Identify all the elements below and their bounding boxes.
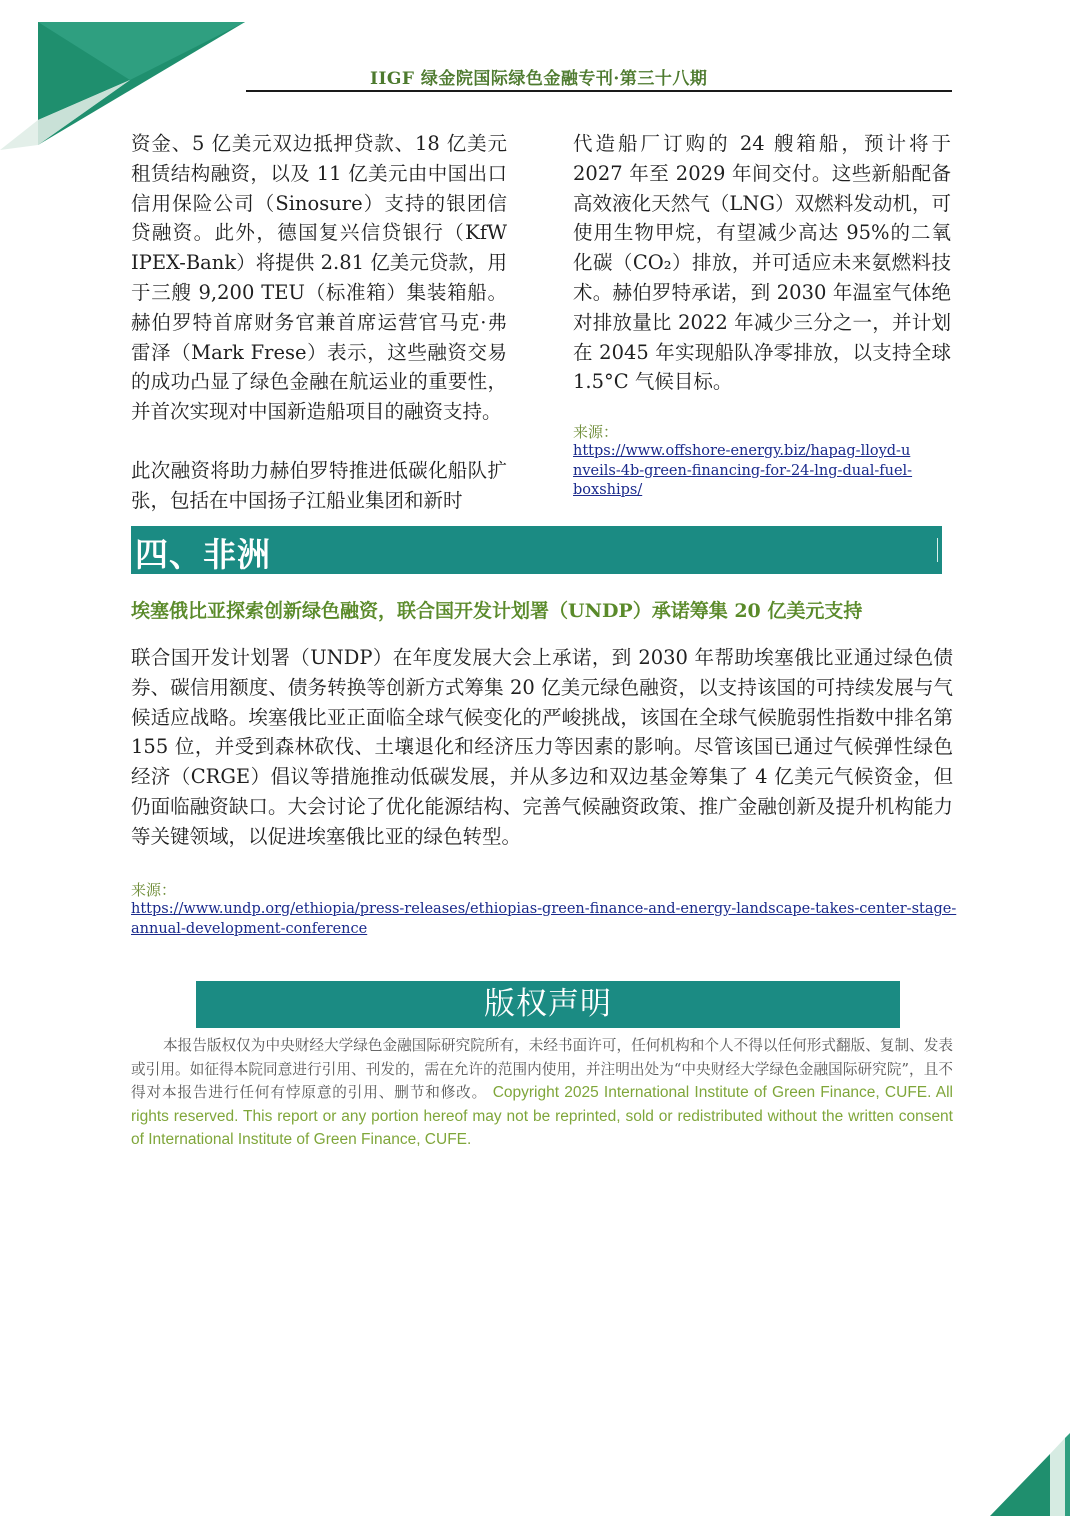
copyright-text [131,1034,953,1152]
left-paragraph-2: 此次融资将助力赫伯罗特推进低碳化船队扩张，包括在中国扬子江船业集团和新时 [131,458,507,512]
article-source-block [131,880,961,939]
section-bar-tick [937,538,939,562]
left-column [131,129,507,516]
source-link[interactable]: https://www.offshore-energy.biz/hapag-lloyd-unveils-4b-green-financing-for-24-lng-dual-fuel-boxships/ [573,443,913,498]
source-label: 来源： [573,423,619,441]
right-paragraph: 代造船厂订购的 24 艘箱船，预计将于 2027 年至 2029 年间交付。这些新船配备高效液化天然气（LNG）双燃料发动机，可使用生物甲烷，有望减少高达 95%的二氧化碳（CO₂）排放，并可适应未来氨燃料技术。赫伯罗特承诺，到 2030 年温室气体绝对排放量比 2022 年减少三分之一，并计划在 2045 年实现船队净零排放，以支持全球 1.5°C 气候目标。 [573,132,951,394]
journal-header-title: IIGF 绿金院国际绿色金融专刊·第三十八期 [370,69,708,89]
copyright-header-bar [196,981,900,1028]
source-label: 来源： [131,881,177,899]
section-title: 四、非洲 [135,535,271,574]
article-body: 联合国开发计划署（UNDP）在年度发展大会上承诺，到 2030 年帮助埃塞俄比亚通过绿色债券、碳信用额度、债务转换等创新方式筹集 20 亿美元绿色融资，以支持该国的可持续发展与气候适应战略。埃塞俄比亚正面临全球气候变化的严峻挑战，该国在全球气候脆弱性指数中排名第 155 位，并受到森林砍伐、土壤退化和经济压力等因素的影响。尽管该国已通过气候弹性绿色经济（CRGE）倡议等措施推动低碳发展，并从多边和双边基金筹集了 4 亿美元气候资金，但仍面临融资缺口。大会讨论了优化能源结构、完善气候融资政策、推广金融创新及提升机构能力等关键领域，以促进埃塞俄比亚的绿色转型。 [131,646,953,848]
copyright-title: 版权声明 [484,986,612,1022]
right-column [573,129,951,397]
left-paragraph-1: 资金、5 亿美元双边抵押贷款、18 亿美元租赁结构融资，以及 11 亿美元由中国出口信用保险公司（Sinosure）支持的银团信贷融资。此外，德国复兴信贷银行（KfW IPEX-Bank）将提供 2.81 亿美元贷款，用于三艘 9,200 TEU（标准箱）集装箱船。赫伯罗特首席财务官兼首席运营官马克·弗雷泽（Mark Frese）表示，这些融资交易的成功凸显了绿色金融在航运业的重要性，并首次实现对中国新造船项目的融资支持。 [131,132,507,424]
bottom-right-corner-decoration [980,1416,1080,1526]
article-heading: 埃塞俄比亚探索创新绿色融资，联合国开发计划署（UNDP）承诺筹集 20 亿美元支持 [131,600,863,622]
top-left-corner-decoration [0,0,260,150]
copyright-english: Copyright 2025 International Institute of Green Finance, CUFE. All rights reserved. This report or any portion hereof may not be reprinted, sold or redistributed without the written consent of International Institute of Green Finance, CUFE. [131,1084,953,1148]
source-link[interactable]: https://www.undp.org/ethiopia/press-releases/ethiopias-green-finance-and-energy-landscape-takes-center-stage-annual-development-conference [131,901,957,937]
copyright-chinese: 本报告版权仅为中央财经大学绿色金融国际研究院所有，未经书面许可，任何机构和个人不得以任何形式翻版、复制、发表或引用。如征得本院同意进行引用、刊发的，需在允许的范围内使用，并注明出处为“中央财经大学绿色金融国际研究院”，且不得对本报告进行任何有悖原意的引用、删节和修改。 [131,1037,953,1101]
right-source-block [573,422,918,501]
header-divider [246,90,952,92]
section-header-bar [131,526,942,574]
